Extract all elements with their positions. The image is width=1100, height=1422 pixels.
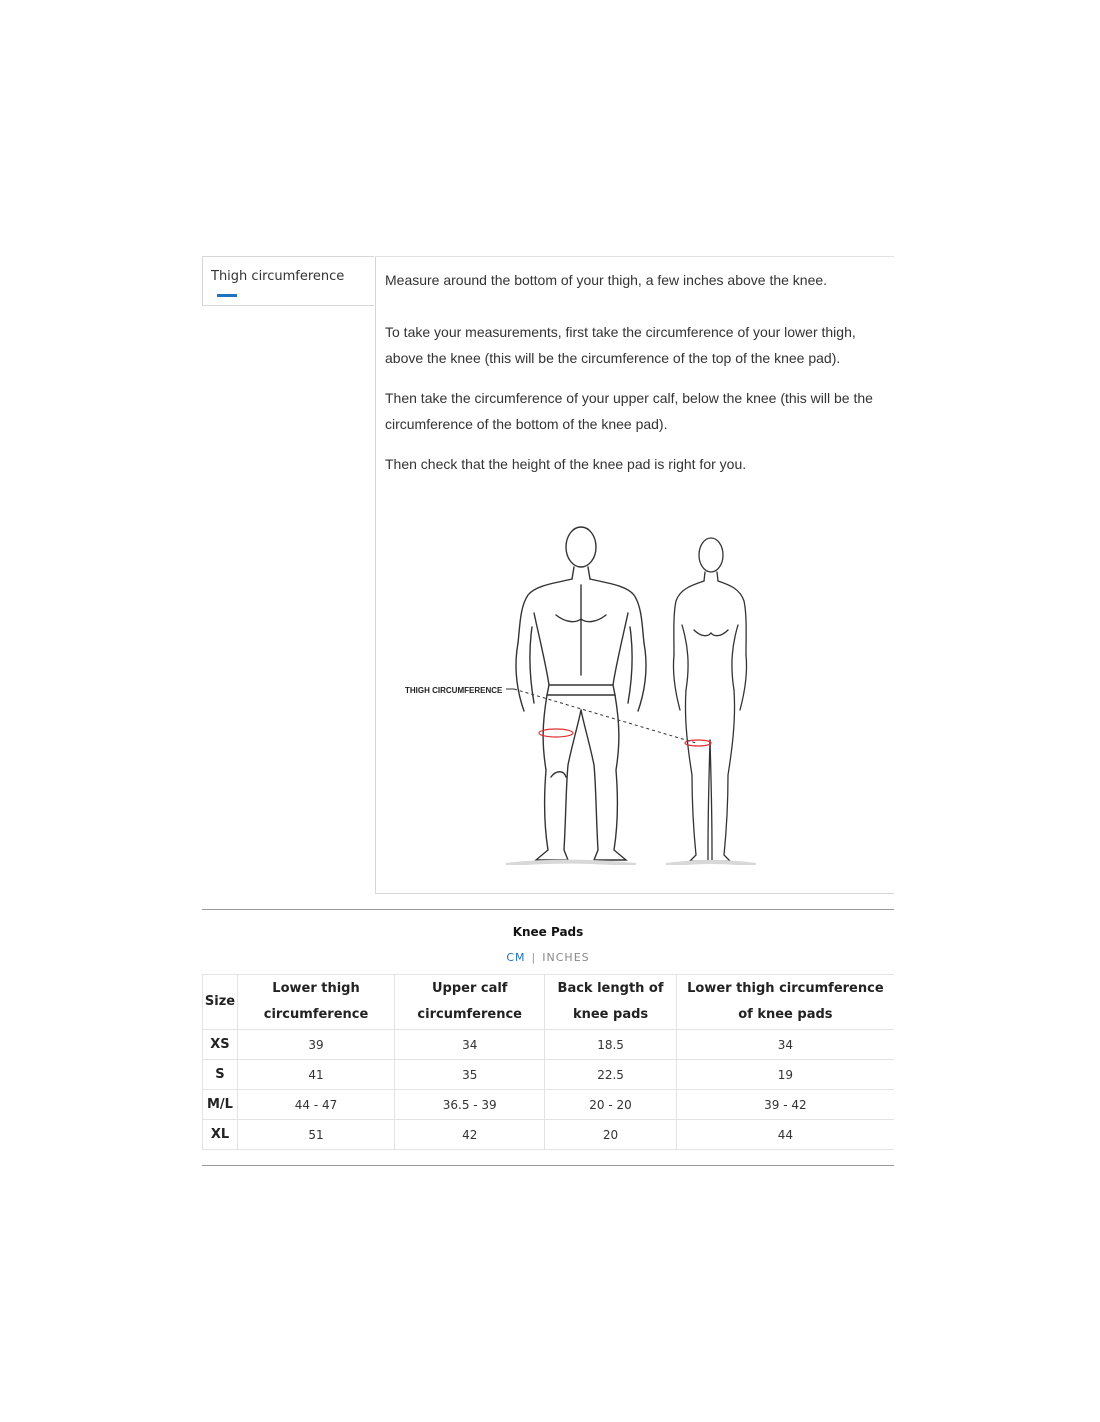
table-cell: 41 <box>237 1060 394 1090</box>
table-cell: 20 <box>545 1120 676 1150</box>
table-row <box>203 1120 895 1150</box>
chart-title: Knee Pads <box>512 925 584 939</box>
unit-inches-button[interactable]: INCHES <box>542 951 590 964</box>
table-cell: 20 - 20 <box>545 1090 676 1120</box>
column-header: Back length of knee pads <box>545 975 676 1030</box>
column-header: Lower thigh circumference <box>237 975 394 1030</box>
instruction-paragraph: To take your measurements, first take the circumference of your lower thigh, above the knee (this will be the circumference of the top of the knee pad). <box>385 324 856 366</box>
table-cell: 35 <box>395 1060 545 1090</box>
divider-bottom <box>202 1165 894 1166</box>
thigh-circumference-label: THIGH CIRCUMFERENCE <box>405 686 503 695</box>
instruction-paragraph: Then check that the height of the knee pad is right for you. <box>385 456 747 472</box>
table-row <box>203 1090 895 1120</box>
instruction-paragraph: Then take the circumference of your upper calf, below the knee (this will be the circumference of the bottom of the knee pad). <box>385 390 873 432</box>
table-cell: 34 <box>676 1030 894 1060</box>
table-cell: 36.5 - 39 <box>395 1090 545 1120</box>
column-header: Lower thigh circumference of knee pads <box>676 975 894 1030</box>
size-cell: S <box>203 1060 238 1090</box>
male-figure <box>516 527 646 860</box>
unit-cm-button[interactable]: CM <box>506 951 526 964</box>
floor-shadow <box>506 862 756 865</box>
tab-label: Thigh circumference <box>211 269 345 284</box>
size-cell: XL <box>203 1120 238 1150</box>
table-cell: 22.5 <box>545 1060 676 1090</box>
tab-description: Measure around the bottom of your thigh, a few inches above the knee. <box>385 272 828 288</box>
divider-top <box>202 909 894 910</box>
table-row <box>203 1060 895 1090</box>
body-measurement-illustration <box>396 515 756 865</box>
table-header-row <box>203 975 895 1030</box>
unit-toggle <box>202 951 894 964</box>
column-header: Upper calf circumference <box>395 975 545 1030</box>
table-cell: 42 <box>395 1120 545 1150</box>
size-cell: XS <box>203 1030 238 1060</box>
table-cell: 39 <box>237 1030 394 1060</box>
table-row <box>203 1030 895 1060</box>
table-cell: 34 <box>395 1030 545 1060</box>
table-cell: 19 <box>676 1060 894 1090</box>
table-cell: 18.5 <box>545 1030 676 1060</box>
tab-panel <box>375 256 894 894</box>
column-header: Size <box>203 975 238 1030</box>
table-cell: 51 <box>237 1120 394 1150</box>
female-figure <box>673 538 746 861</box>
table-cell: 44 - 47 <box>237 1090 394 1120</box>
size-cell: M/L <box>203 1090 238 1120</box>
unit-separator: | <box>531 951 537 964</box>
size-chart <box>202 909 894 1150</box>
active-tab-indicator <box>217 294 237 297</box>
table-cell: 44 <box>676 1120 894 1150</box>
tab-thigh-circumference[interactable] <box>202 256 374 306</box>
table-cell: 39 - 42 <box>676 1090 894 1120</box>
thigh-measure-band <box>539 729 711 746</box>
size-table <box>202 974 894 1150</box>
